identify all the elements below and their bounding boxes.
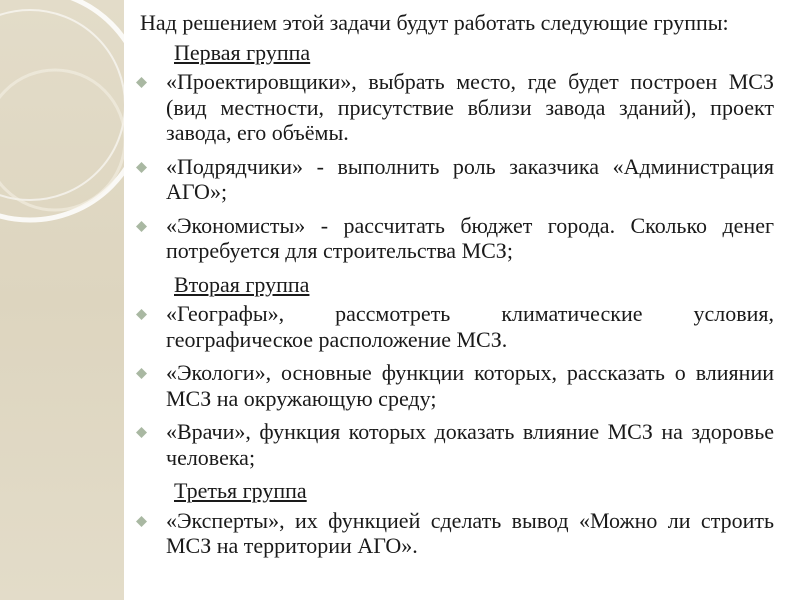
group-heading-third: Третья группа [174, 478, 307, 503]
diamond-bullet-icon [136, 162, 147, 173]
diamond-bullet-icon [136, 368, 147, 379]
decorative-sidebar [0, 0, 124, 600]
group-list-third [134, 508, 774, 559]
list-item [134, 154, 774, 205]
group-heading-first: Первая группа [174, 39, 311, 65]
list-item [134, 69, 774, 146]
list-item-text: «Географы», рассмотреть климатические условия, географическое расположение МСЗ. [166, 301, 774, 352]
concentric-rings-decoration [0, 0, 124, 600]
group-list-second [134, 301, 774, 470]
diamond-bullet-icon [136, 309, 147, 320]
group-heading-second: Вторая группа [174, 271, 310, 297]
list-item-text: «Проектировщики», выбрать место, где будет построен МСЗ (вид местности, присутствие вблизи завода зданий), проект завода, его объёмы. [166, 69, 774, 145]
list-item-text: «Эксперты», их функцией сделать вывод «Можно ли строить МСЗ на территории АГО». [166, 507, 774, 558]
list-item [134, 419, 774, 470]
diamond-bullet-icon [136, 427, 147, 438]
diamond-bullet-icon [136, 221, 147, 232]
diamond-bullet-icon [136, 77, 147, 88]
list-item [134, 213, 774, 264]
list-item [134, 301, 774, 352]
slide-content [134, 10, 774, 567]
list-item-text: «Врачи», функция которых доказать влияние МСЗ на здоровье человека; [166, 419, 774, 470]
list-item [134, 360, 774, 411]
group-list-first [134, 69, 774, 264]
intro-text: Над решением этой задачи будут работать следующие группы: [140, 10, 729, 35]
list-item-text: «Подрядчики» - выполнить роль заказчика «Администрация АГО»; [166, 153, 774, 204]
list-item [134, 508, 774, 559]
diamond-bullet-icon [136, 516, 147, 527]
list-item-text: «Экономисты» - рассчитать бюджет города. Сколько денег потребуется для строительства МСЗ; [166, 212, 774, 263]
list-item-text: «Экологи», основные функции которых, рассказать о влиянии МСЗ на окружающую среду; [166, 360, 774, 411]
